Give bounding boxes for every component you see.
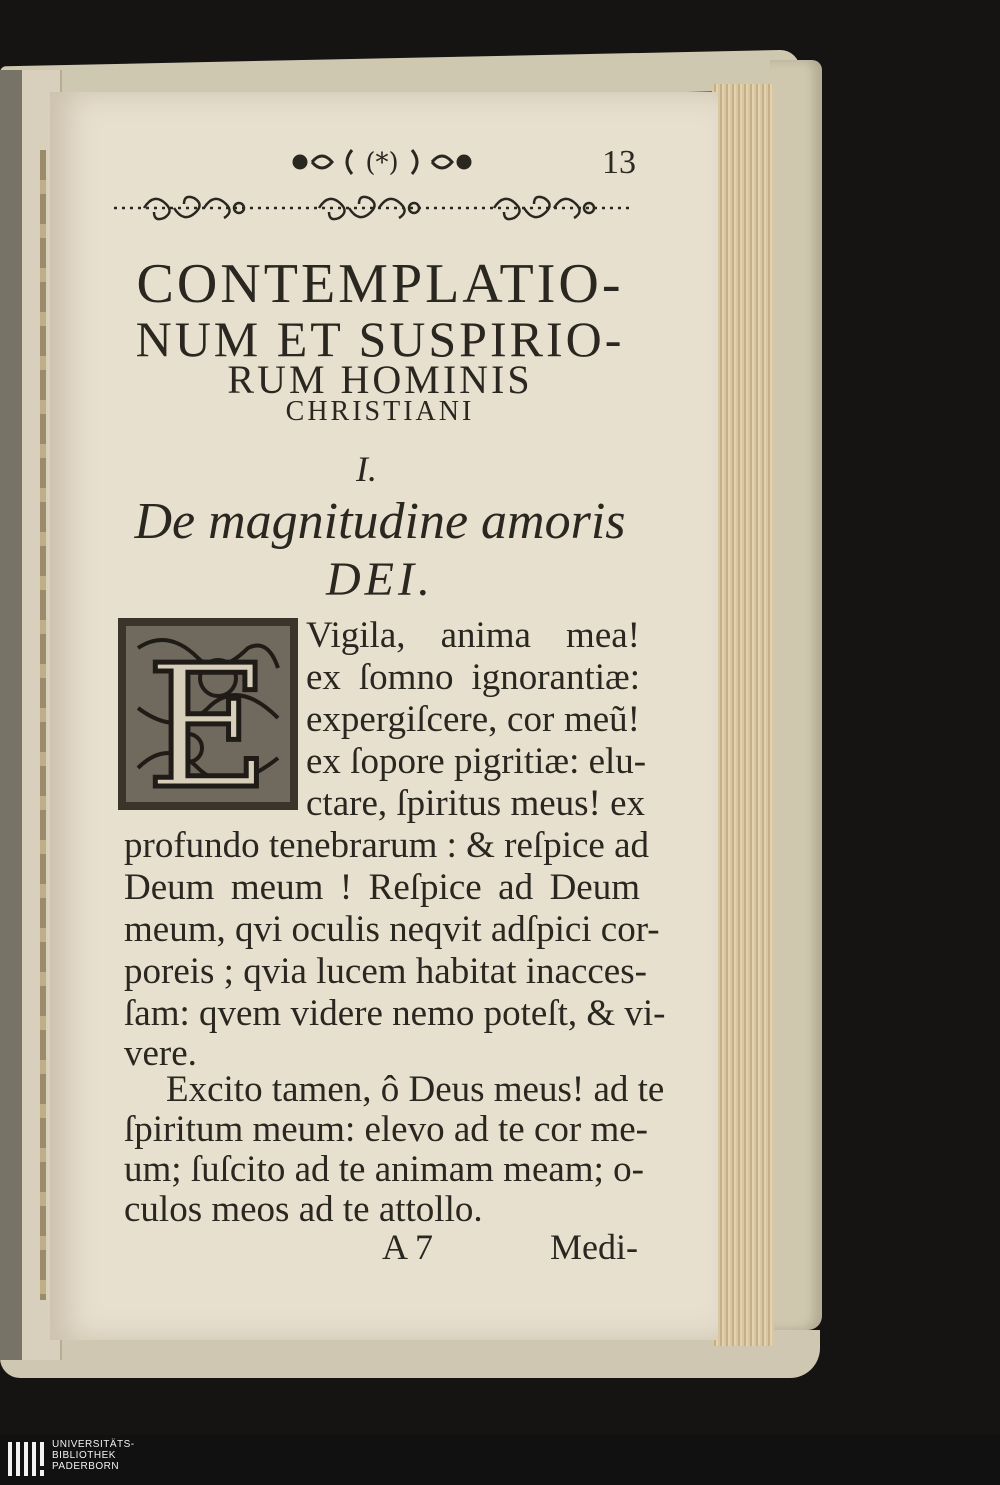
logo-line-1: UNIVERSITÄTS-: [52, 1439, 135, 1450]
section-title-line-1: De magnitudine amoris: [134, 493, 626, 550]
text-line: ex ſomno ignorantiæ:: [306, 657, 640, 698]
text-line: ſpiritum meum: elevo ad te cor me-: [124, 1109, 648, 1150]
text-line: ex ſopore pigritiæ: elu-: [306, 741, 647, 782]
text-line: um; ſuſcito ad te animam meam; o-: [124, 1149, 644, 1190]
catchword: Medi-: [550, 1227, 638, 1267]
decorated-initial-e-icon: [118, 618, 298, 810]
svg-text:(*): (*): [365, 148, 399, 178]
book-cover-right: [770, 60, 822, 1330]
text-line: poreis ; qvia lucem habitat inacces-: [124, 951, 647, 992]
text-line: ſam: qvem videre nemo poteſt, & vi-: [124, 993, 666, 1034]
logo-line-2: BIBLIOTHEK: [52, 1450, 116, 1461]
title-line-3: RUM HOMINIS: [227, 357, 533, 402]
page-fore-edge: [712, 84, 774, 1346]
title-line-4: CHRISTIANI: [285, 396, 475, 427]
text-line: Vigila, anima mea!: [306, 615, 640, 656]
footer-bar: [0, 1435, 1000, 1485]
headpiece-ornament-icon: [282, 142, 482, 182]
text-line: meum, qvi oculis neqvit adſpici cor-: [124, 909, 660, 950]
title-line-1: CONTEMPLATIO-: [136, 253, 624, 315]
section-number: I.: [356, 449, 377, 489]
decorative-border-band: [114, 186, 634, 228]
page-number: 13: [602, 144, 636, 181]
text-line: expergiſcere, cor meũ!: [306, 699, 640, 740]
library-logo-icon: [8, 1438, 46, 1480]
binding-thread: [40, 150, 46, 1300]
gutter-shadow: [0, 70, 22, 1360]
text-line: Deum meum ! Reſpice ad Deum: [124, 867, 640, 908]
text-line: profundo tenebrarum : & reſpice ad: [124, 825, 649, 866]
signature-mark: A 7: [382, 1227, 434, 1267]
text-line: ctare, ſpiritus meus! ex: [306, 783, 646, 824]
library-logo-text: [52, 1439, 135, 1472]
text-line: vere.: [124, 1033, 197, 1074]
text-line: Excito tamen, ô Deus meus! ad te: [166, 1069, 665, 1110]
title-line-2: NUM ET SUSPIRIO-: [135, 311, 625, 367]
initial-letter: E: [145, 629, 271, 810]
logo-line-3: PADERBORN: [52, 1461, 120, 1472]
text-line: culos meos ad te attollo.: [124, 1189, 483, 1230]
section-title-line-2: DEI.: [326, 553, 434, 606]
